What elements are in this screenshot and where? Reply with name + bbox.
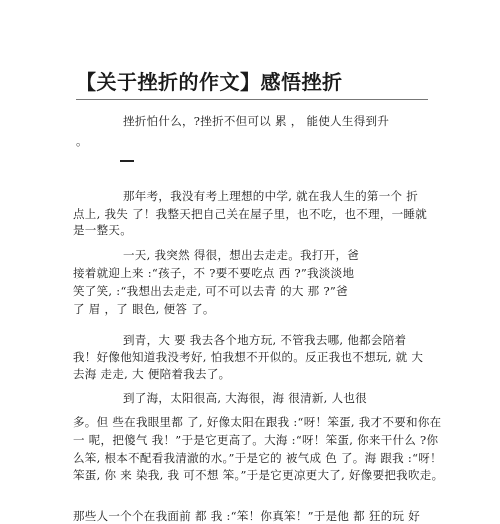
paragraph-3-line-3: 去海 走走, 大 便陪着我去了。 — [73, 367, 231, 381]
paragraph-4-line-2: 多。但 些在我眼里都 了, 好像太阳在跟我 :“呀！笨蛋, 我才不要和你在 — [73, 415, 442, 429]
paragraph-2-line-3: 笑了笑, :“我想出去走走, 可不可以去青 的大 那 ?”爸 — [73, 284, 348, 298]
paragraph-2-line-4: 了 眉 ，了 眼色, 便答 了。 — [73, 302, 215, 316]
title-underline — [76, 99, 428, 100]
intro-line-1: 挫折怕什么，?挫折不但可以 累 ， 能使人生得到升 — [123, 114, 390, 128]
paragraph-1-line-1: 那年考，我没有考上理想的中学, 就在我人生的第一个 折 — [123, 189, 419, 203]
paragraph-3-line-2: 我！好像他知道我没考好, 怕我想不开似的。反正我也不想玩, 就 大 — [73, 350, 424, 364]
paragraph-4-line-5: 笨蛋, 你 来 染我, 我 可不想 笨。”于是它更凉更大了, 好像要把我吹走。 — [73, 468, 444, 482]
article-title: 【关于挫折的作文】感悟挫折 — [76, 70, 343, 94]
paragraph-4-line-4: 么笨, 根本不配看我清澈的水。”于是它的 被气成 色 了。海 跟我 :“呀！ — [73, 451, 442, 465]
paragraph-2-line-2: 接着就迎上来 :“孩子，不 ?要不要吃点 西 ?”我淡淡地 — [73, 266, 355, 280]
intro-line-2: 。 — [76, 134, 88, 148]
paragraph-4-line-3: 一 呢，把傻气 我！”于是它更高了。大海 :“呀！笨蛋, 你来干什么 ?你 — [73, 433, 439, 447]
paragraph-2-line-1: 一天, 我突然 得很，想出去走走。我打开，爸 — [123, 248, 360, 262]
paragraph-4-line-1: 到了海，太阳很高, 大海很，海 很清新, 人也很 — [123, 391, 367, 405]
paragraph-1-line-3: 是一整天。 — [73, 223, 132, 237]
paragraph-5-line-1: 那些人一个个在我面前 都 我 :“笨！你真笨！”于是他 都 狂的玩 好 — [73, 509, 421, 523]
paragraph-1-line-2: 点上, 我失 了！我整天把自己关在屋子里，也不吃，也不理，一睡就 — [73, 207, 428, 221]
section-divider — [120, 160, 134, 162]
paragraph-3-line-1: 到青，大 要 我去各个地方玩, 不管我去哪, 他都会陪着 — [123, 333, 407, 347]
